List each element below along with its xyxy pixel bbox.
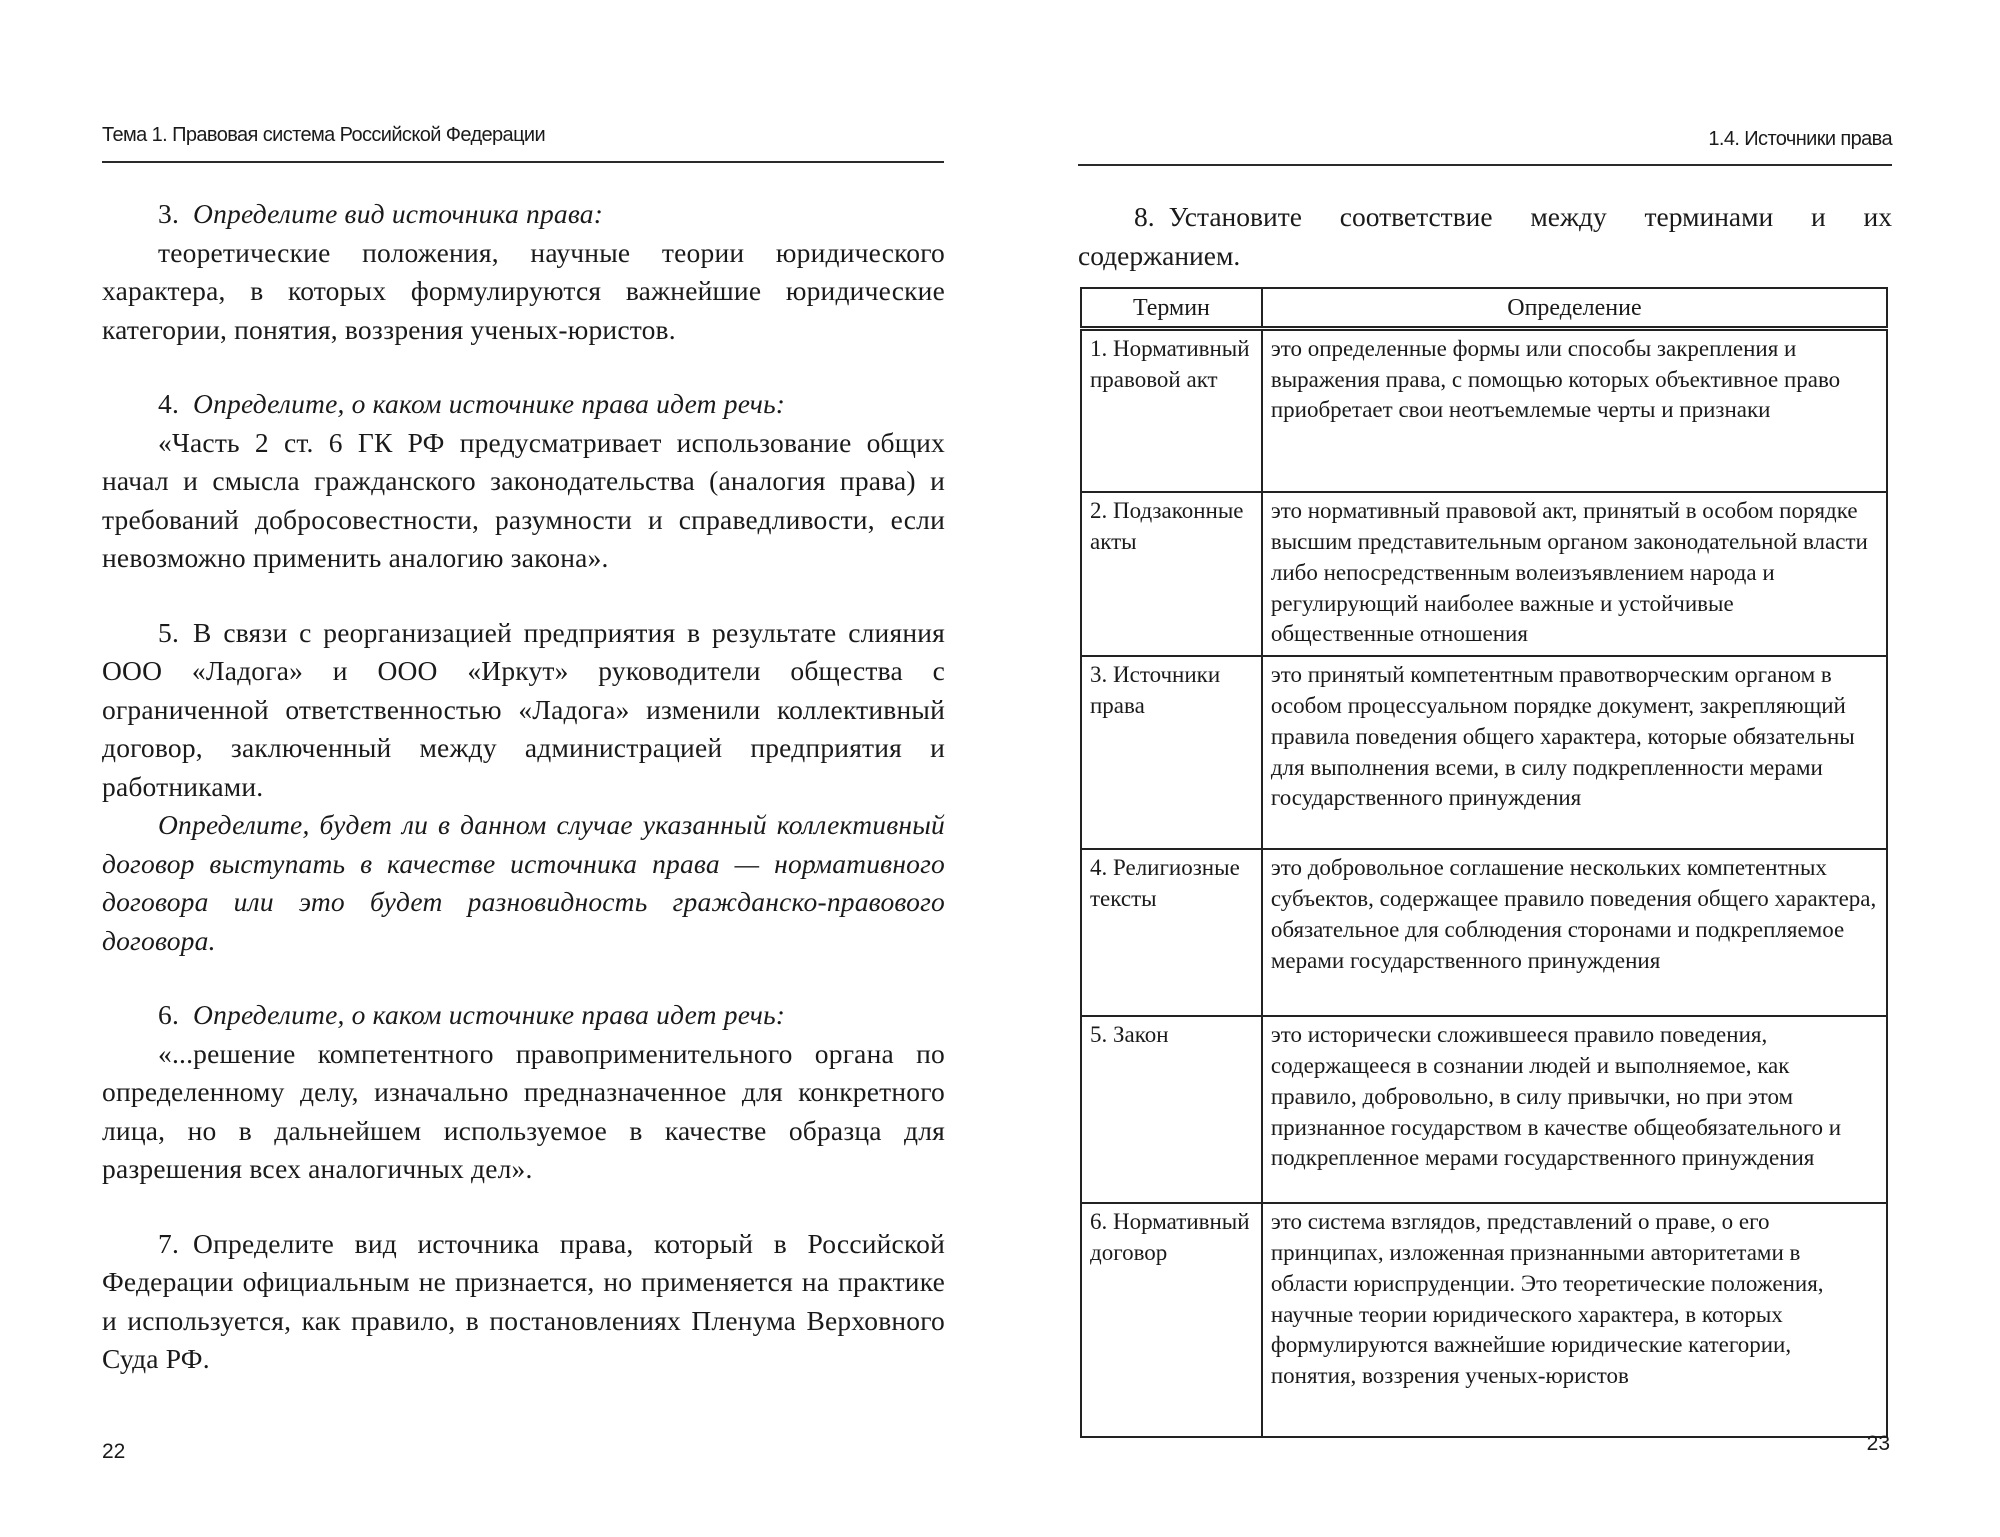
task-question: Определите, о каком источнике права идет речь: xyxy=(193,388,786,419)
task-6 xyxy=(102,996,945,1189)
task-7-text-line xyxy=(102,1225,945,1379)
task-text: Установите соответствие между терминами и их содержанием. xyxy=(1078,201,1892,271)
terms-definitions-table xyxy=(1080,287,1888,1438)
definition-cell: это нормативный правовой акт, принятый в особом порядке высшим представительным органом законодательной власти либо непосредственным волеизъявлением народа и регулирующий наиболее важные и устойчивые общественные отношения xyxy=(1262,492,1887,656)
page-number-right: 23 xyxy=(1866,1432,1890,1455)
table-row xyxy=(1081,492,1887,656)
table-row xyxy=(1081,328,1887,492)
task-number: 7. xyxy=(158,1227,180,1259)
term-cell: 2. Подзаконные акты xyxy=(1081,492,1262,656)
term-cell: 6. Нормативный договор xyxy=(1081,1203,1262,1437)
task-number: 4. xyxy=(158,388,180,419)
task-number: 5. xyxy=(158,616,180,648)
task-4-question-line xyxy=(102,385,945,424)
task-8 xyxy=(1078,198,1892,275)
task-number: 8. xyxy=(1134,201,1155,232)
task-6-question-line xyxy=(102,996,945,1035)
header-rule-left xyxy=(102,161,944,163)
definition-cell: это принятый компетентным правотворческим органом в особом процессуальном порядке документ, закрепляющий правила поведения общего характера, которые обязательны для выполнения всеми, в силу подкрепленности мерами государственного принуждения xyxy=(1262,656,1887,849)
running-head-right: 1.4. Источники права xyxy=(1708,128,1892,150)
task-question: Определите, будет ли в данном случае указанный коллективный договор выступать в качестве источника права — нормативного договора или это будет разновидность гражданско-правового договора. xyxy=(102,809,945,956)
header-rule-right xyxy=(1078,164,1892,166)
term-cell: 3. Источники права xyxy=(1081,656,1262,849)
task-question: Определите, о каком источнике права идет речь: xyxy=(193,999,786,1030)
page-number-left: 22 xyxy=(102,1440,126,1463)
task-text: теоретические положения, научные теории юридического характера, в которых формулируются важнейшие юридические категории, понятия, воззрения ученых-юристов. xyxy=(102,236,945,345)
task-text: В связи с реорганизацией предприятия в результате слияния ООО «Ладога» и ООО «Иркут» руководители общества с ограниченной ответственностью «Ладога» изменили коллективный договор, заключенный между администрацией предприятия и работниками. xyxy=(102,616,945,802)
term-cell: 5. Закон xyxy=(1081,1016,1262,1203)
left-page-body xyxy=(102,195,945,1415)
table-row xyxy=(1081,1203,1887,1437)
task-number: 6. xyxy=(158,999,180,1030)
right-page-body xyxy=(1078,198,1892,275)
task-7 xyxy=(102,1225,945,1379)
running-head-left: Тема 1. Правовая система Российской Федерации xyxy=(102,124,546,146)
table-row xyxy=(1081,1016,1887,1203)
definition-cell: это определенные формы или способы закрепления и выражения права, с помощью которых объективное право приобретает свои неотъемлемые черты и признаки xyxy=(1262,328,1887,492)
column-header-definition: Определение xyxy=(1262,288,1887,328)
task-3 xyxy=(102,195,945,349)
task-4 xyxy=(102,385,945,578)
table-row xyxy=(1081,656,1887,849)
task-text: Определите вид источника права, который в Российской Федерации официальным не признается, но применяется на практике и используется, как правило, в постановлениях Пленума Верховного Суда РФ. xyxy=(102,1227,945,1374)
task-3-question-line xyxy=(102,195,945,234)
definition-cell: это добровольное соглашение нескольких компетентных субъектов, содержащее правило поведения общего характера, обязательное для соблюдения сторонами и подкрепляемое мерами государственного принуждения xyxy=(1262,849,1887,1016)
term-cell: 1. Нормативный правовой акт xyxy=(1081,328,1262,492)
definition-cell: это исторически сложившееся правило поведения, содержащееся в сознании людей и выполняемое, как правило, добровольно, в силу привычки, но при этом признанное государством в качестве общеобязательного и подкрепленное мерами государственного принуждения xyxy=(1262,1016,1887,1203)
task-5-text-line xyxy=(102,614,945,807)
task-question: Определите вид источника права: xyxy=(193,198,604,229)
task-text: «...решение компетентного правоприменительного органа по определенному делу, изначально предназначенное для конкретного лица, но в дальнейшем используемое в качестве образца для разрешения всех аналогичных дел». xyxy=(102,1037,945,1184)
right-page xyxy=(1000,0,2000,1537)
table-row xyxy=(1081,849,1887,1016)
definition-cell: это система взглядов, представлений о праве, о его принципах, изложенная признанными авторитетами в области юриспруденции. Это теоретические положения, научные теории юридического характера, в которых формулируются важнейшие юридические категории, понятия, воззрения ученых-юристов xyxy=(1262,1203,1887,1437)
column-header-term: Термин xyxy=(1081,288,1262,328)
table-header-row xyxy=(1081,288,1887,328)
task-number: 3. xyxy=(158,198,180,229)
task-5 xyxy=(102,614,945,961)
task-text: «Часть 2 ст. 6 ГК РФ предусматривает использование общих начал и смысла гражданского законодательства (аналогия права) и требований добросовестности, разумности и справедливости, если невозможно применить аналогию закона». xyxy=(102,426,945,573)
term-cell: 4. Религиозные тексты xyxy=(1081,849,1262,1016)
